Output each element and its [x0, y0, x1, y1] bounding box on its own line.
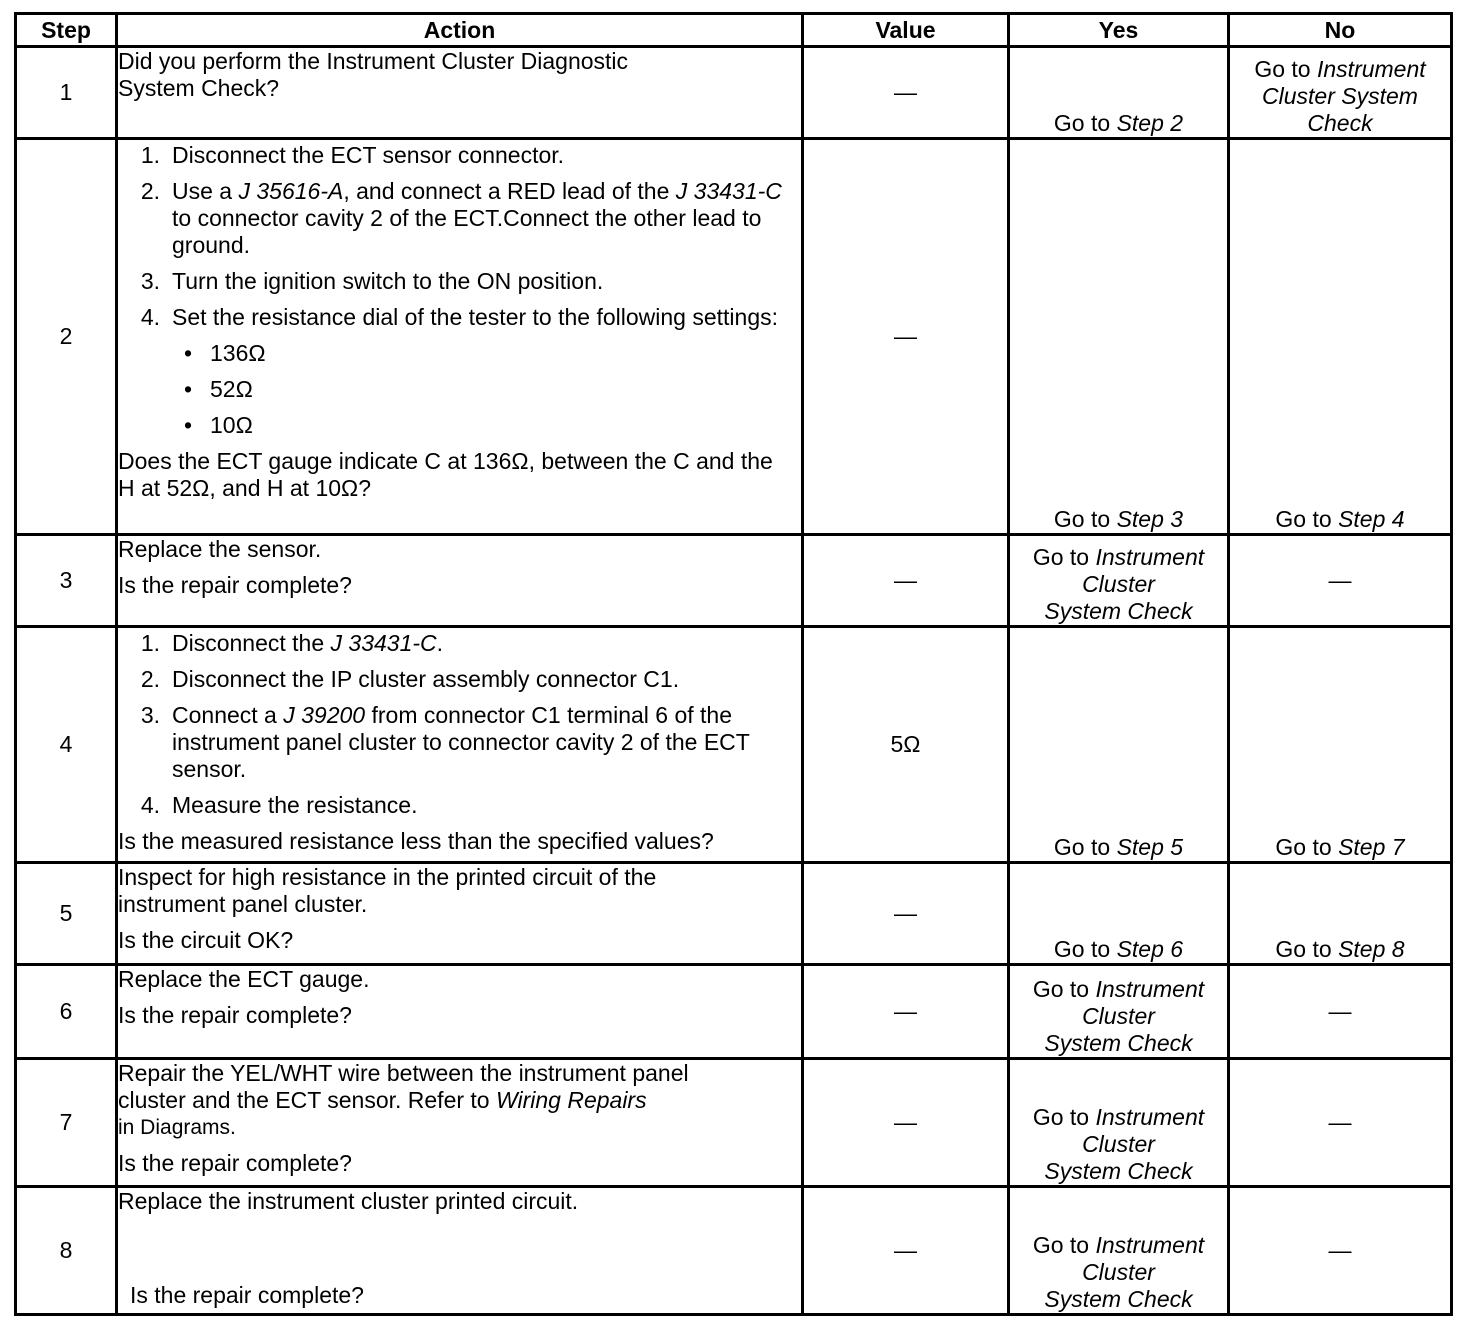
no-cell	[1229, 47, 1452, 139]
procedure-item	[118, 304, 801, 331]
yes-link[interactable]: Cluster	[1082, 1259, 1155, 1285]
table-row	[16, 139, 1452, 535]
yes-link[interactable]: Instrument	[1095, 1232, 1205, 1258]
item-text-part: Disconnect the	[172, 630, 331, 656]
yes-prefix: Go to	[1032, 544, 1096, 570]
item-number: 1.	[140, 142, 160, 168]
table-row	[16, 863, 1452, 965]
yes-link[interactable]: Cluster	[1082, 571, 1155, 597]
no-cell: —	[1229, 1187, 1452, 1315]
yes-cell	[1009, 535, 1229, 627]
item-text: Measure the resistance.	[172, 792, 418, 818]
procedure-list	[118, 142, 801, 331]
yes-prefix: Go to	[1032, 1104, 1096, 1130]
yes-link[interactable]: Instrument	[1095, 976, 1205, 1002]
question-text: Does the ECT gauge indicate C at 136Ω, between the C and the H at 52Ω, and H at 10Ω?	[118, 448, 773, 501]
yes-link[interactable]: System Check	[1044, 598, 1193, 624]
bullet-icon: •	[184, 376, 193, 402]
no-cell	[1229, 627, 1452, 863]
action-cell	[117, 139, 803, 535]
item-text-part: Connect a	[172, 702, 284, 728]
item-text-part: to connector cavity 2 of the ECT.Connect the other lead to ground.	[172, 205, 762, 258]
setting-value: 10Ω	[210, 412, 253, 438]
header-yes: Yes	[1009, 14, 1229, 47]
yes-prefix: Go to	[1053, 110, 1117, 136]
item-text	[172, 702, 801, 783]
yes-link[interactable]: Step 5	[1116, 834, 1184, 860]
setting-value: 136Ω	[210, 340, 266, 366]
item-number: 4.	[140, 792, 160, 818]
yes-cell	[1009, 965, 1229, 1059]
no-cell: —	[1229, 535, 1452, 627]
value-cell: —	[803, 1059, 1009, 1187]
yes-cell	[1009, 47, 1229, 139]
procedure-item	[118, 666, 801, 693]
no-prefix: Go to	[1275, 506, 1339, 532]
tool-reference: J 39200	[283, 702, 366, 728]
action-text: Did you perform the Instrument Cluster Diagnostic System Check?	[118, 48, 629, 101]
yes-link[interactable]: Step 3	[1116, 506, 1184, 532]
header-action: Action	[117, 14, 803, 47]
procedure-item	[118, 142, 801, 169]
action-text	[118, 1060, 801, 1114]
action-cell	[117, 535, 803, 627]
action-cell	[117, 1187, 803, 1315]
yes-cell	[1009, 863, 1229, 965]
item-text: Set the resistance dial of the tester to the following settings:	[172, 304, 779, 330]
step-number: 3	[16, 535, 117, 627]
tool-reference: J 35616-A	[238, 178, 344, 204]
item-number: 4.	[140, 304, 160, 330]
question-text: Is the repair complete?	[130, 1282, 364, 1308]
table-row	[16, 1187, 1452, 1315]
step-number: 8	[16, 1187, 117, 1315]
action-cell	[117, 47, 803, 139]
procedure-list	[118, 630, 801, 819]
settings-list	[118, 340, 801, 439]
no-prefix: Go to	[1275, 936, 1339, 962]
yes-prefix: Go to	[1053, 506, 1117, 532]
item-number: 3.	[140, 702, 160, 728]
yes-prefix: Go to	[1053, 936, 1117, 962]
header-step: Step	[16, 14, 117, 47]
header-value: Value	[803, 14, 1009, 47]
step-number: 5	[16, 863, 117, 965]
item-text-part: Use a	[172, 178, 239, 204]
yes-link[interactable]: Step 2	[1116, 110, 1184, 136]
no-prefix: Go to	[1254, 56, 1317, 82]
no-link[interactable]: Step 7	[1338, 834, 1405, 860]
table-row	[16, 965, 1452, 1059]
yes-cell	[1009, 139, 1229, 535]
no-link[interactable]: Step 8	[1338, 936, 1405, 962]
action-text: Inspect for high resistance in the printed circuit of the instrument panel cluster.	[118, 864, 657, 917]
setting-item	[118, 340, 801, 367]
step-number: 6	[16, 965, 117, 1059]
reference-link[interactable]: Wiring Repairs	[495, 1087, 647, 1113]
setting-value: 52Ω	[210, 376, 253, 402]
action-cell	[117, 627, 803, 863]
no-cell	[1229, 863, 1452, 965]
table-row	[16, 1059, 1452, 1187]
no-cell: —	[1229, 965, 1452, 1059]
yes-link[interactable]: System Check	[1044, 1030, 1193, 1056]
step-number: 4	[16, 627, 117, 863]
table-row	[16, 535, 1452, 627]
action-text: Replace the ECT gauge.	[118, 966, 370, 992]
action-text: Replace the instrument cluster printed circuit.	[118, 1188, 579, 1214]
value-cell: 5Ω	[803, 627, 1009, 863]
yes-link[interactable]: Cluster	[1082, 1003, 1155, 1029]
question-text: Is the repair complete?	[118, 1002, 352, 1028]
step-number: 7	[16, 1059, 117, 1187]
no-link[interactable]: Instrument Cluster System Check	[1262, 56, 1426, 136]
yes-cell	[1009, 627, 1229, 863]
question-text: Is the measured resistance less than the specified values?	[118, 828, 714, 854]
no-link[interactable]: Step 4	[1338, 506, 1405, 532]
yes-cell	[1009, 1187, 1229, 1315]
item-text: Disconnect the ECT sensor connector.	[172, 142, 565, 168]
question-text: Is the circuit OK?	[118, 927, 294, 953]
diagnostic-table	[14, 12, 1453, 1316]
value-cell: —	[803, 139, 1009, 535]
no-cell	[1229, 139, 1452, 535]
item-text-part: from connector C1 terminal 6 of the instrument panel cluster to connector cavity 2 of the ECT sensor.	[172, 702, 750, 782]
bullet-icon: •	[184, 412, 193, 438]
question-text: Is the repair complete?	[118, 1150, 352, 1176]
item-text	[172, 178, 801, 259]
yes-prefix: Go to	[1053, 834, 1117, 860]
tool-reference: J 33431-C	[330, 630, 437, 656]
setting-item	[118, 376, 801, 403]
item-text-part: .	[436, 630, 444, 656]
value-cell: —	[803, 535, 1009, 627]
yes-link[interactable]: Cluster	[1082, 1131, 1155, 1157]
item-number: 2.	[140, 178, 160, 204]
action-cell	[117, 1059, 803, 1187]
table-header-row	[16, 14, 1452, 47]
item-text: Disconnect the IP cluster assembly connector C1.	[172, 666, 680, 692]
step-number: 1	[16, 47, 117, 139]
item-number: 3.	[140, 268, 160, 294]
setting-item	[118, 412, 801, 439]
procedure-item	[118, 268, 801, 295]
yes-link[interactable]: System Check	[1044, 1286, 1193, 1312]
yes-prefix: Go to	[1032, 1232, 1096, 1258]
yes-link[interactable]: System Check	[1044, 1158, 1193, 1184]
yes-link[interactable]: Instrument	[1095, 544, 1205, 570]
yes-link[interactable]: Instrument	[1095, 1104, 1205, 1130]
value-cell: —	[803, 47, 1009, 139]
procedure-item	[118, 792, 801, 819]
header-no: No	[1229, 14, 1452, 47]
procedure-item	[118, 702, 801, 783]
procedure-item	[118, 178, 801, 259]
yes-cell	[1009, 1059, 1229, 1187]
bullet-icon: •	[184, 340, 193, 366]
yes-prefix: Go to	[1032, 976, 1096, 1002]
value-cell: —	[803, 863, 1009, 965]
table-row	[16, 47, 1452, 139]
item-number: 1.	[140, 630, 160, 656]
question-text: Is the repair complete?	[118, 572, 352, 598]
step-number: 2	[16, 139, 117, 535]
item-text-part: , and connect a RED lead of the	[343, 178, 676, 204]
action-cell	[117, 863, 803, 965]
no-prefix: Go to	[1275, 834, 1339, 860]
action-text: Replace the sensor.	[118, 536, 322, 562]
item-text: Turn the ignition switch to the ON position.	[172, 268, 604, 294]
tool-reference: J 33431-C	[675, 178, 782, 204]
item-number: 2.	[140, 666, 160, 692]
no-cell: —	[1229, 1059, 1452, 1187]
value-cell: —	[803, 1187, 1009, 1315]
value-cell: —	[803, 965, 1009, 1059]
action-cell	[117, 965, 803, 1059]
table-row	[16, 627, 1452, 863]
procedure-item	[118, 630, 801, 657]
item-text	[172, 630, 801, 657]
action-text-part: Repair the YEL/WHT wire between the instrument panel cluster and the ECT sensor. Refer to	[118, 1060, 689, 1113]
yes-link[interactable]: Step 6	[1116, 936, 1184, 962]
action-text-part: in Diagrams.	[118, 1116, 236, 1139]
